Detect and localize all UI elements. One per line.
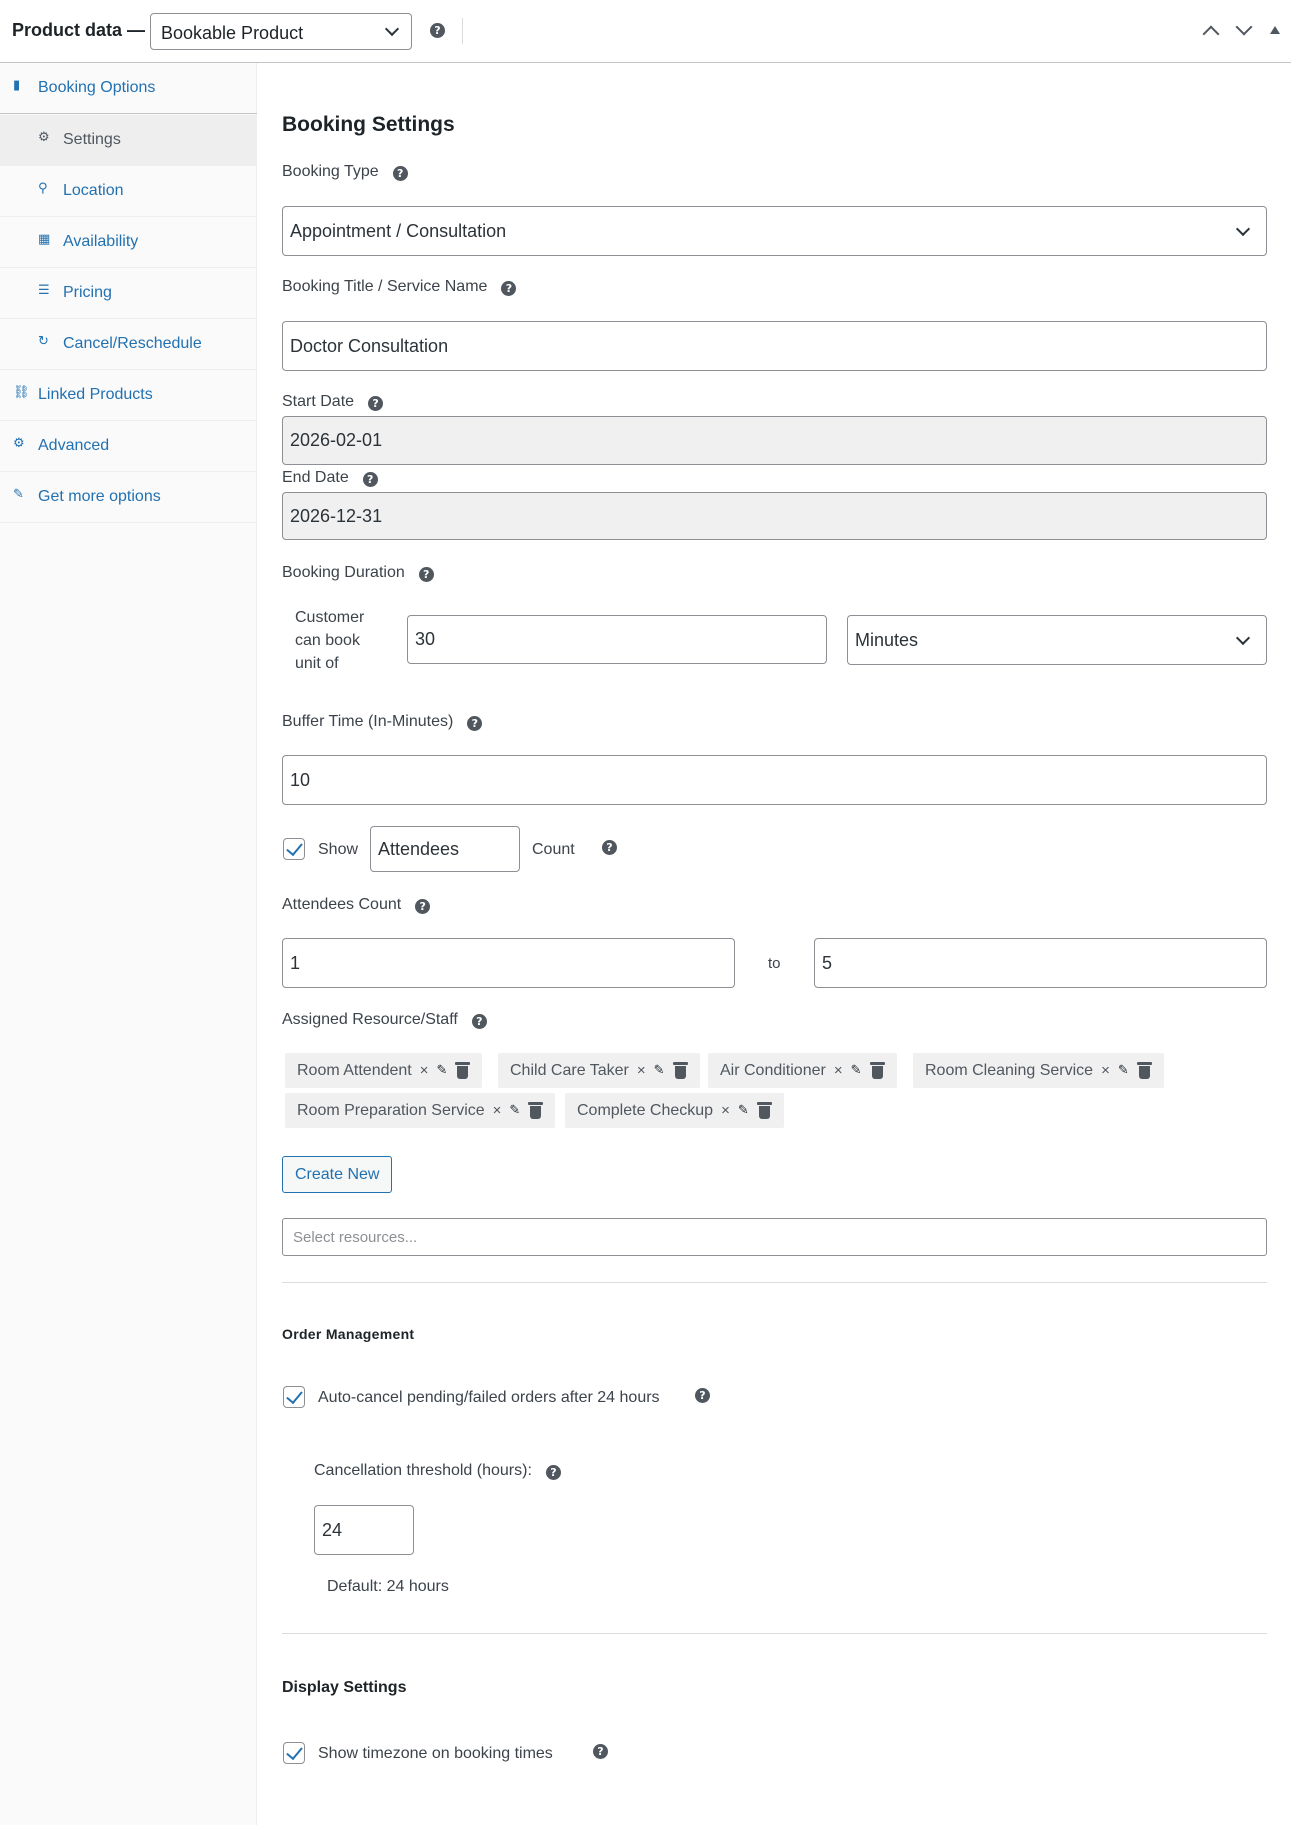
duration-prefix-text: Customer can book unit of	[295, 609, 365, 672]
count-label: Count	[532, 841, 575, 858]
duration-unit-select[interactable]: Minutes	[847, 615, 1267, 665]
sidebar-item-booking-options[interactable]	[0, 63, 257, 114]
collapse-toggle-icon[interactable]	[1270, 26, 1280, 34]
product-data-title: Product data —	[12, 20, 146, 40]
show-count-checkbox[interactable]	[283, 838, 305, 860]
show-timezone-checkbox[interactable]	[283, 1742, 305, 1764]
help-icon[interactable]: ?	[363, 472, 378, 487]
cancellation-threshold-label: Cancellation threshold (hours): ?	[314, 1462, 561, 1480]
resource-chip: Child Care Taker × ✎	[498, 1053, 700, 1088]
resource-chip: Air Conditioner × ✎	[708, 1053, 897, 1088]
chevron-down-icon	[1236, 222, 1250, 236]
help-icon[interactable]: ?	[593, 1744, 608, 1759]
divider	[282, 1282, 1267, 1283]
edit-icon[interactable]: ✎	[850, 1063, 862, 1078]
book-icon: ▮	[13, 78, 21, 93]
trash-icon[interactable]	[528, 1102, 543, 1119]
booking-title-input[interactable]: Doctor Consultation	[282, 321, 1267, 371]
chevron-down-icon	[385, 22, 399, 36]
help-icon[interactable]: ?	[393, 166, 408, 181]
link-icon: ⛓	[13, 385, 30, 400]
resource-chip: Complete Checkup × ✎	[565, 1093, 784, 1128]
attendees-label-input[interactable]: Attendees	[370, 826, 520, 872]
buffer-time-input[interactable]: 10	[282, 755, 1267, 805]
plugin-icon: ✎	[13, 487, 24, 502]
calendar-icon: ▦	[38, 232, 51, 247]
attendees-min-input[interactable]: 1	[282, 938, 735, 988]
product-type-select[interactable]	[150, 13, 412, 50]
list-icon: ☰	[38, 283, 50, 298]
move-down-icon[interactable]	[1236, 19, 1253, 36]
edit-icon[interactable]: ✎	[509, 1103, 521, 1118]
remove-icon[interactable]: ×	[833, 1062, 843, 1079]
help-icon[interactable]: ?	[602, 840, 617, 855]
sidebar-item-label: Booking Options	[38, 79, 156, 96]
trash-icon[interactable]	[1137, 1062, 1152, 1079]
help-icon[interactable]: ?	[419, 567, 434, 582]
sidebar-item-location[interactable]	[0, 166, 257, 217]
sidebar-item-settings[interactable]	[0, 115, 257, 166]
to-label: to	[768, 955, 781, 972]
resource-chip: Room Preparation Service × ✎	[285, 1093, 555, 1128]
buffer-time-label: Buffer Time (In-Minutes) ?	[282, 713, 482, 731]
sidebar-item-label: Cancel/Reschedule	[63, 335, 202, 352]
edit-icon[interactable]: ✎	[737, 1103, 749, 1118]
help-icon[interactable]: ?	[430, 23, 445, 38]
gear-icon: ⚙	[38, 130, 50, 145]
sidebar-item-label: Linked Products	[38, 386, 153, 403]
move-up-icon[interactable]	[1203, 26, 1220, 43]
display-settings-heading: Display Settings	[282, 1679, 407, 1696]
product-type-value: Bookable Product	[161, 23, 304, 43]
product-data-header	[0, 0, 1291, 63]
start-date-label: Start Date ?	[282, 393, 383, 411]
order-management-heading: Order Management	[282, 1326, 415, 1342]
duration-value-input[interactable]: 30	[407, 615, 827, 664]
booking-duration-label: Booking Duration ?	[282, 564, 434, 582]
refresh-icon: ↻	[38, 334, 49, 349]
trash-icon[interactable]	[455, 1062, 470, 1079]
sidebar-item-pricing[interactable]	[0, 268, 257, 319]
sidebar-item-availability[interactable]	[0, 217, 257, 268]
help-icon[interactable]: ?	[501, 281, 516, 296]
default-note: Default: 24 hours	[327, 1578, 449, 1595]
booking-type-label: Booking Type ?	[282, 163, 408, 181]
resource-chip: Room Attendent × ✎	[285, 1053, 482, 1088]
help-icon[interactable]: ?	[695, 1388, 710, 1403]
booking-title-label: Booking Title / Service Name ?	[282, 278, 516, 296]
end-date-label: End Date ?	[282, 469, 378, 487]
product-data-tabs	[0, 63, 257, 1825]
help-icon[interactable]: ?	[472, 1014, 487, 1029]
divider	[282, 1633, 1267, 1634]
remove-icon[interactable]: ×	[419, 1062, 429, 1079]
show-label: Show	[318, 841, 359, 858]
help-icon[interactable]: ?	[467, 716, 482, 731]
sidebar-item-label: Settings	[63, 131, 121, 148]
booking-type-select[interactable]	[282, 206, 1267, 256]
help-icon[interactable]: ?	[415, 899, 430, 914]
sidebar-item-advanced[interactable]	[0, 421, 257, 472]
remove-icon[interactable]: ×	[636, 1062, 646, 1079]
chevron-down-icon	[1236, 631, 1250, 645]
select-resources-input[interactable]: Select resources...	[282, 1218, 1267, 1256]
sidebar-item-label: Pricing	[63, 284, 112, 301]
resource-chip: Room Cleaning Service × ✎	[913, 1053, 1164, 1088]
gear-icon: ⚙	[13, 436, 25, 451]
trash-icon[interactable]	[870, 1062, 885, 1079]
sidebar-item-label: Availability	[63, 233, 139, 250]
booking-type-value: Appointment / Consultation	[290, 220, 507, 241]
start-date-input[interactable]: 2026-02-01	[282, 416, 1267, 465]
trash-icon[interactable]	[673, 1062, 688, 1079]
sidebar-item-label: Location	[63, 182, 124, 199]
cancellation-threshold-input[interactable]: 24	[314, 1505, 414, 1555]
help-icon[interactable]: ?	[546, 1465, 561, 1480]
help-icon[interactable]: ?	[368, 396, 383, 411]
attendees-max-input[interactable]: 5	[814, 938, 1267, 988]
remove-icon[interactable]: ×	[1101, 1062, 1110, 1079]
remove-icon[interactable]: ×	[492, 1102, 502, 1119]
remove-icon[interactable]: ×	[721, 1102, 730, 1119]
sidebar-item-cancel-reschedule[interactable]	[0, 319, 257, 370]
location-pin-icon: ⚲	[38, 181, 48, 196]
auto-cancel-checkbox[interactable]	[283, 1386, 305, 1408]
sidebar-item-label: Get more options	[38, 488, 161, 505]
divider	[462, 18, 463, 44]
sidebar-item-label: Advanced	[38, 437, 110, 454]
attendees-count-label: Attendees Count ?	[282, 896, 430, 914]
edit-icon[interactable]: ✎	[1117, 1063, 1129, 1078]
page-title: Booking Settings	[282, 113, 455, 136]
edit-icon[interactable]: ✎	[653, 1063, 665, 1078]
edit-icon[interactable]: ✎	[436, 1063, 448, 1078]
show-timezone-label: Show timezone on booking times	[318, 1745, 553, 1762]
sidebar-item-linked-products[interactable]	[0, 370, 257, 421]
assigned-resources-label: Assigned Resource/Staff ?	[282, 1011, 487, 1029]
trash-icon[interactable]	[757, 1102, 772, 1119]
end-date-input[interactable]: 2026-12-31	[282, 492, 1267, 540]
create-new-button[interactable]: Create New	[282, 1156, 392, 1193]
auto-cancel-label: Auto-cancel pending/failed orders after 24 hours	[318, 1389, 660, 1406]
booking-settings-panel	[258, 63, 1291, 1825]
sidebar-item-get-more-options[interactable]	[0, 472, 257, 523]
